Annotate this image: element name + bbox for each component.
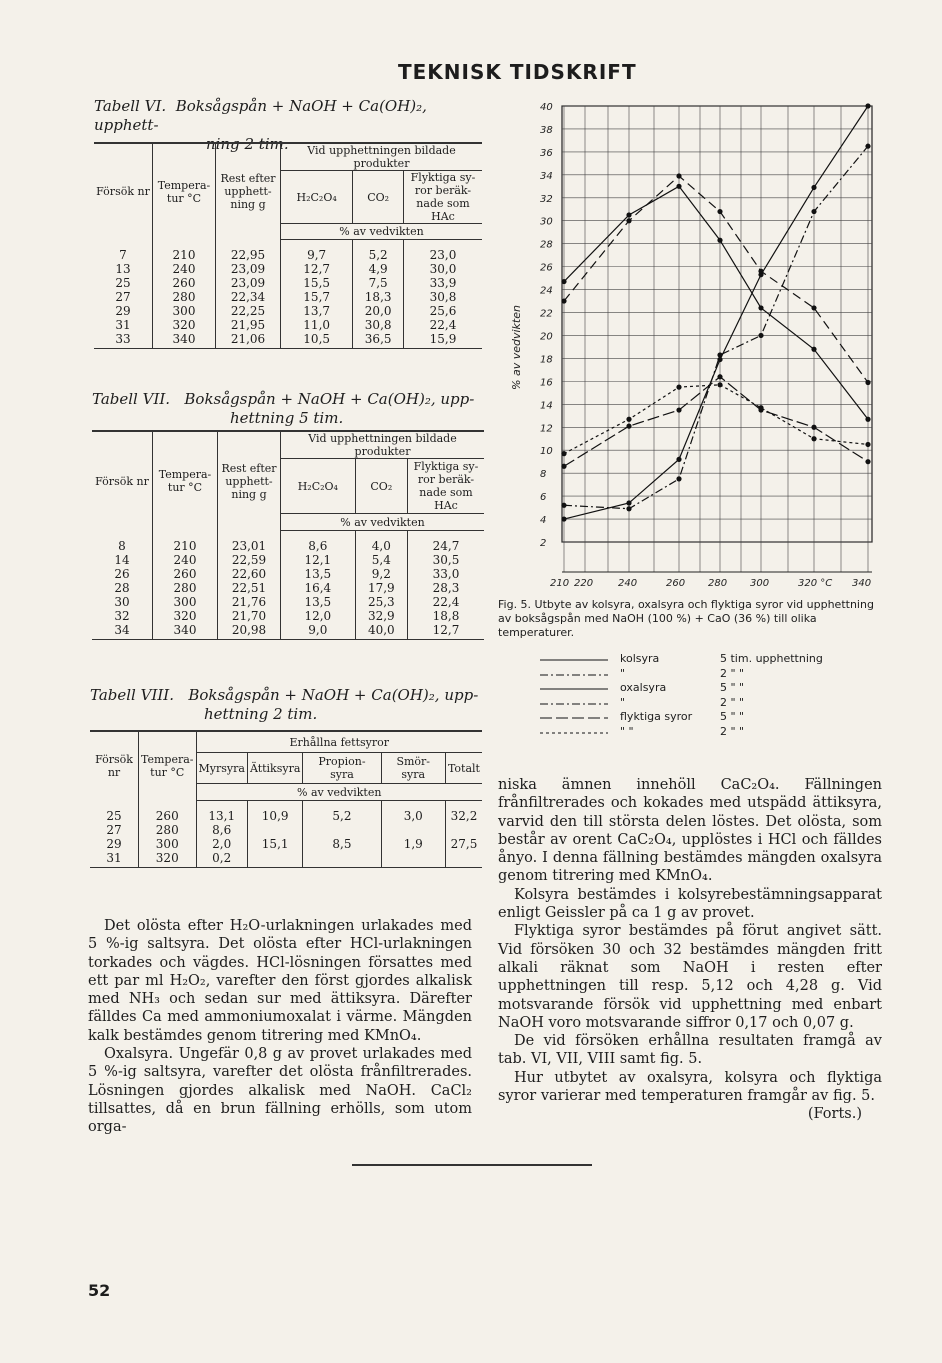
y-tick-label: 38 bbox=[540, 124, 553, 136]
table-cell: 8,6 bbox=[196, 823, 247, 837]
col-temp: Tempera- tur °C bbox=[139, 731, 197, 801]
table-cell: 22,34 bbox=[216, 290, 281, 304]
paragraph: De vid försöken erhållna resultaten framgå av tab. VI, VII, VIII samt fig. 5. bbox=[498, 1033, 882, 1068]
data-point bbox=[758, 333, 763, 338]
col-forsok: Försök nr bbox=[96, 185, 150, 199]
x-tick-label: 320 °C bbox=[798, 578, 833, 589]
table-cell: 4,9 bbox=[353, 262, 404, 276]
legend-time: 5 " " bbox=[720, 681, 745, 694]
legend-swatch bbox=[540, 669, 610, 681]
x-tick-label: 220 bbox=[574, 578, 594, 589]
table-cell: 260 bbox=[139, 801, 197, 824]
legend-swatch bbox=[540, 654, 610, 666]
table-row bbox=[94, 240, 482, 263]
table-cell: 33 bbox=[115, 332, 131, 346]
table-7-caption bbox=[92, 390, 484, 428]
data-point bbox=[626, 417, 631, 422]
col-forsok: Försök nr bbox=[95, 474, 149, 488]
figure-5-chart bbox=[496, 90, 896, 600]
table-cell: 22,95 bbox=[216, 240, 281, 263]
data-point bbox=[811, 347, 816, 352]
x-tick-label: 210 bbox=[550, 578, 570, 589]
y-axis-label: % av vedvikten bbox=[510, 305, 523, 390]
legend-item bbox=[540, 667, 850, 682]
col-unit: % av vedvikten bbox=[281, 514, 485, 531]
table-cell: 23,09 bbox=[216, 262, 281, 276]
legend-label: " bbox=[620, 695, 626, 709]
table-cell: 27,5 bbox=[445, 837, 482, 851]
legend-item bbox=[540, 681, 850, 696]
table-cell: 30,0 bbox=[404, 262, 483, 276]
data-point bbox=[811, 209, 816, 214]
left-column-text bbox=[88, 917, 472, 1137]
data-point bbox=[811, 305, 816, 310]
series-line bbox=[564, 377, 868, 466]
table-cell: 31 bbox=[106, 851, 122, 865]
data-point bbox=[626, 218, 631, 223]
data-point bbox=[676, 407, 681, 412]
table-6 bbox=[94, 142, 482, 349]
table-cell: 33,9 bbox=[404, 276, 483, 290]
col-myrsyra: Myrsyra bbox=[196, 753, 247, 784]
table-cell: 9,7 bbox=[281, 240, 353, 263]
data-point bbox=[626, 500, 631, 505]
legend-label: " bbox=[620, 666, 626, 680]
table-cell: 5,2 bbox=[303, 801, 381, 824]
table-cell: 10,5 bbox=[281, 332, 353, 349]
table-cell: 8 bbox=[118, 538, 126, 553]
table-cell: 32 bbox=[114, 609, 130, 623]
table-cell: 25 bbox=[115, 276, 131, 290]
legend-time: 5 tim. upphettning bbox=[720, 652, 823, 665]
col-flyktiga: Flyktiga sy- ror beräk- nade som HAc bbox=[404, 171, 483, 224]
col-group: Erhållna fettsyror bbox=[196, 731, 482, 753]
table-cell: 11,0 bbox=[281, 318, 353, 332]
data-point bbox=[561, 298, 566, 303]
table-cell: 300 bbox=[153, 304, 216, 318]
table-cell: 4,0 bbox=[355, 531, 407, 554]
end-rule bbox=[352, 1164, 592, 1166]
data-point bbox=[758, 269, 763, 274]
data-point bbox=[676, 385, 681, 390]
col-temp: Tempera- tur °C bbox=[153, 431, 218, 531]
table-cell: 5,2 bbox=[353, 240, 404, 263]
table-cell: 7,5 bbox=[353, 276, 404, 290]
data-point bbox=[676, 476, 681, 481]
paragraph: Hur utbytet av oxalsyra, kolsyra och flyktiga syror varierar med temperaturen framgår av fig. 5. bbox=[498, 1069, 882, 1105]
col-flyktiga: Flyktiga sy- ror beräk- nade som HAc bbox=[408, 459, 485, 514]
col-rest: Rest efter upphett- ning g bbox=[218, 431, 281, 531]
table-cell: 9,0 bbox=[281, 623, 356, 640]
table-cell: 33,0 bbox=[408, 567, 485, 581]
col-h2c2o4: H₂C₂O₄ bbox=[281, 171, 353, 224]
table-cell: 21,06 bbox=[216, 332, 281, 349]
table-row bbox=[94, 318, 482, 332]
table-cell: 27 bbox=[106, 823, 122, 837]
legend-label: oxalsyra bbox=[620, 681, 667, 694]
paragraph: Kolsyra bestämdes i kolsyrebestämningsapparat enligt Geissler på ca 1 g av provet. bbox=[498, 886, 882, 922]
y-tick-label: 14 bbox=[540, 400, 553, 412]
col-group: Vid upphettningen bildade produkter bbox=[281, 431, 485, 459]
table-cell: 8,6 bbox=[281, 531, 356, 554]
table-cell: 23,01 bbox=[218, 531, 281, 554]
col-co2: CO₂ bbox=[355, 459, 407, 514]
table-cell: 29 bbox=[115, 304, 131, 318]
table-cell: 30,5 bbox=[408, 553, 485, 567]
table-cell: 260 bbox=[153, 567, 218, 581]
col-unit: % av vedvikten bbox=[281, 224, 483, 240]
y-tick-label: 40 bbox=[540, 102, 553, 113]
table-cell: 36,5 bbox=[353, 332, 404, 349]
paragraph: niska ämnen innehöll CaC₂O₄. Fällningen frånfiltrerades och kokades med utspädd ättiksyra, varvid den till största delen löstes. Det olösta, som består av orent CaC₂O₄, upplöstes i HCl och fälldes ånyo. I denna fällning bestämdes mängden oxalsyra genom titrering med KMnO₄. bbox=[498, 777, 882, 885]
page-number: 52 bbox=[88, 1281, 111, 1300]
y-tick-label: 20 bbox=[540, 331, 553, 343]
table-8-label: Tabell VIII. bbox=[90, 686, 175, 704]
data-point bbox=[676, 184, 681, 189]
table-cell: 22,25 bbox=[216, 304, 281, 318]
x-tick-label: 340 bbox=[852, 578, 872, 589]
table-cell: 13 bbox=[115, 262, 131, 276]
series-line bbox=[564, 385, 868, 454]
table-cell: 20,0 bbox=[353, 304, 404, 318]
data-point bbox=[865, 144, 870, 149]
table-row bbox=[90, 801, 482, 824]
data-point bbox=[561, 464, 566, 469]
table-row bbox=[90, 851, 482, 868]
right-column-text bbox=[498, 776, 882, 1124]
y-tick-label: 16 bbox=[540, 377, 553, 389]
table-cell: 12,1 bbox=[281, 553, 356, 567]
table-cell: 23,09 bbox=[216, 276, 281, 290]
table-cell: 34 bbox=[114, 623, 130, 637]
data-point bbox=[758, 305, 763, 310]
table-cell: 9,2 bbox=[355, 567, 407, 581]
data-point bbox=[865, 442, 870, 447]
table-cell: 15,7 bbox=[281, 290, 353, 304]
table-cell: 28 bbox=[114, 581, 130, 595]
legend-swatch bbox=[540, 727, 610, 739]
table-row bbox=[92, 531, 484, 554]
col-attiksyra: Ättiksyra bbox=[247, 753, 302, 784]
legend-item bbox=[540, 725, 850, 740]
legend-time: 5 " " bbox=[720, 710, 745, 723]
table-cell: 10,9 bbox=[247, 801, 302, 824]
table-cell: 27 bbox=[115, 290, 131, 304]
y-tick-label: 22 bbox=[540, 308, 553, 320]
table-cell: 32,2 bbox=[445, 801, 482, 824]
table-cell: 22,4 bbox=[404, 318, 483, 332]
table-cell: 13,7 bbox=[281, 304, 353, 318]
col-totalt: Totalt bbox=[445, 753, 482, 784]
table-cell: 25,3 bbox=[355, 595, 407, 609]
data-point bbox=[676, 173, 681, 178]
table-cell: 240 bbox=[153, 262, 216, 276]
table-row bbox=[92, 567, 484, 581]
figure-legend bbox=[540, 652, 850, 739]
table-cell bbox=[303, 851, 381, 868]
table-cell: 15,5 bbox=[281, 276, 353, 290]
data-point bbox=[865, 417, 870, 422]
table-7-title: Boksågspån + NaOH + Ca(OH)₂, upp- bbox=[184, 390, 475, 408]
table-row bbox=[90, 837, 482, 851]
table-row bbox=[94, 290, 482, 304]
table-cell: 40,0 bbox=[355, 623, 407, 640]
data-point bbox=[717, 209, 722, 214]
table-cell: 18,8 bbox=[408, 609, 485, 623]
table-8 bbox=[90, 730, 482, 868]
legend-label: " " bbox=[620, 724, 634, 738]
data-point bbox=[561, 516, 566, 521]
series-line bbox=[564, 146, 868, 509]
table-cell: 3,0 bbox=[381, 801, 445, 824]
data-point bbox=[717, 238, 722, 243]
legend-swatch bbox=[540, 683, 610, 695]
data-point bbox=[811, 436, 816, 441]
table-6-title-cont: ning 2 tim. bbox=[206, 135, 289, 153]
table-cell: 240 bbox=[153, 553, 218, 567]
data-point bbox=[626, 506, 631, 511]
data-point bbox=[717, 352, 722, 357]
table-cell bbox=[381, 823, 445, 837]
legend-item bbox=[540, 652, 850, 667]
data-point bbox=[626, 424, 631, 429]
col-unit: % av vedvikten bbox=[196, 784, 482, 801]
table-cell: 17,9 bbox=[355, 581, 407, 595]
table-cell: 320 bbox=[153, 609, 218, 623]
table-cell: 12,7 bbox=[408, 623, 485, 640]
table-row bbox=[92, 609, 484, 623]
table-row bbox=[92, 623, 484, 640]
table-cell: 2,0 bbox=[196, 837, 247, 851]
table-cell bbox=[445, 823, 482, 837]
data-point bbox=[717, 374, 722, 379]
table-cell: 26 bbox=[114, 567, 130, 581]
table-row bbox=[90, 823, 482, 837]
table-cell: 300 bbox=[153, 595, 218, 609]
table-row bbox=[94, 276, 482, 290]
table-cell bbox=[247, 823, 302, 837]
legend-item bbox=[540, 696, 850, 711]
legend-label: kolsyra bbox=[620, 652, 660, 665]
y-tick-label: 26 bbox=[540, 262, 553, 274]
data-point bbox=[865, 103, 870, 108]
table-cell: 29 bbox=[106, 837, 122, 851]
table-cell: 22,4 bbox=[408, 595, 485, 609]
col-co2: CO₂ bbox=[353, 171, 404, 224]
legend-swatch bbox=[540, 712, 610, 724]
table-cell: 22,59 bbox=[218, 553, 281, 567]
paragraph: Flyktiga syror bestämdes på förut angivet sätt. Vid försöken 30 och 32 bestämdes mängden fritt alkali räknat som NaOH i resten efter upphettningen till resp. 5,12 och 4,28 g. Vid motsvarande försök vid upphettning med enbart NaOH voro motsvarande siffror 0,17 och 0,07 g. bbox=[498, 923, 882, 1031]
col-h2c2o4: H₂C₂O₄ bbox=[281, 459, 356, 514]
table-cell: 5,4 bbox=[355, 553, 407, 567]
col-forsok: Försök nr bbox=[95, 753, 133, 780]
y-tick-label: 36 bbox=[540, 147, 553, 159]
table-cell: 22,60 bbox=[218, 567, 281, 581]
legend-item bbox=[540, 710, 850, 725]
col-rest: Rest efter upphett- ning g bbox=[216, 143, 281, 240]
table-cell: 300 bbox=[139, 837, 197, 851]
table-cell: 210 bbox=[153, 240, 216, 263]
table-cell: 16,4 bbox=[281, 581, 356, 595]
table-cell bbox=[247, 851, 302, 868]
data-point bbox=[865, 380, 870, 385]
table-cell: 7 bbox=[119, 247, 127, 262]
continued-note: (Forts.) bbox=[807, 1106, 862, 1123]
table-cell: 21,95 bbox=[216, 318, 281, 332]
y-tick-label: 8 bbox=[540, 469, 547, 481]
y-tick-label: 18 bbox=[540, 354, 553, 366]
series-line bbox=[564, 176, 868, 383]
col-smorsyra: Smör- syra bbox=[381, 753, 445, 784]
y-tick-label: 34 bbox=[540, 170, 553, 182]
data-point bbox=[758, 405, 763, 410]
y-tick-label: 28 bbox=[540, 239, 553, 251]
y-tick-label: 24 bbox=[540, 285, 553, 297]
table-row bbox=[94, 304, 482, 318]
table-cell: 30 bbox=[114, 595, 130, 609]
data-point bbox=[561, 451, 566, 456]
table-row bbox=[94, 262, 482, 276]
legend-time: 2 " " bbox=[720, 695, 745, 709]
table-cell: 340 bbox=[153, 623, 218, 640]
table-cell: 22,51 bbox=[218, 581, 281, 595]
table-7 bbox=[92, 430, 484, 640]
data-point bbox=[811, 425, 816, 430]
table-cell: 20,98 bbox=[218, 623, 281, 640]
table-cell: 260 bbox=[153, 276, 216, 290]
col-group: Vid upphettningen bildade produkter bbox=[281, 143, 483, 171]
table-cell: 18,3 bbox=[353, 290, 404, 304]
table-7-title-cont: hettning 5 tim. bbox=[230, 409, 344, 427]
table-cell: 280 bbox=[139, 823, 197, 837]
data-point bbox=[811, 185, 816, 190]
table-cell: 31 bbox=[115, 318, 131, 332]
table-cell: 1,9 bbox=[381, 837, 445, 851]
table-cell: 12,7 bbox=[281, 262, 353, 276]
table-8-caption bbox=[90, 686, 485, 724]
table-cell: 23,0 bbox=[404, 240, 483, 263]
table-cell: 24,7 bbox=[408, 531, 485, 554]
table-cell: 210 bbox=[153, 531, 218, 554]
data-point bbox=[561, 503, 566, 508]
y-tick-label: 32 bbox=[540, 193, 553, 205]
table-row bbox=[92, 581, 484, 595]
y-tick-label: 2 bbox=[540, 538, 547, 549]
data-point bbox=[676, 457, 681, 462]
table-cell: 15,9 bbox=[404, 332, 483, 349]
paragraph: Oxalsyra. Ungefär 0,8 g av provet urlakades med 5 %-ig saltsyra, varefter det olösta frånfiltrerades. Lösningen gjordes alkalisk med NaOH. CaCl₂ tillsattes, då en brun fällning erhölls, som utom orga- bbox=[88, 1046, 472, 1136]
table-cell: 8,5 bbox=[303, 837, 381, 851]
col-temp: Tempera- tur °C bbox=[153, 143, 216, 240]
table-6-title: Boksågspån + NaOH + Ca(OH)₂, upphett- bbox=[94, 97, 427, 134]
legend-swatch bbox=[540, 698, 610, 710]
data-point bbox=[717, 382, 722, 387]
table-cell: 32,9 bbox=[355, 609, 407, 623]
table-cell: 0,2 bbox=[196, 851, 247, 868]
table-row bbox=[92, 595, 484, 609]
table-cell: 21,76 bbox=[218, 595, 281, 609]
table-cell: 280 bbox=[153, 290, 216, 304]
table-cell: 280 bbox=[153, 581, 218, 595]
col-propionsyra: Propion- syra bbox=[303, 753, 381, 784]
table-cell: 25,6 bbox=[404, 304, 483, 318]
table-cell: 320 bbox=[139, 851, 197, 868]
table-cell: 320 bbox=[153, 318, 216, 332]
table-cell: 30,8 bbox=[404, 290, 483, 304]
table-cell: 25 bbox=[106, 808, 122, 823]
table-cell: 15,1 bbox=[247, 837, 302, 851]
table-cell: 13,5 bbox=[281, 595, 356, 609]
table-cell: 13,5 bbox=[281, 567, 356, 581]
x-tick-label: 280 bbox=[708, 578, 728, 589]
y-tick-label: 10 bbox=[540, 446, 553, 458]
y-tick-label: 30 bbox=[540, 216, 553, 228]
x-tick-label: 300 bbox=[750, 578, 770, 589]
table-row bbox=[92, 553, 484, 567]
legend-time: 2 " " bbox=[720, 724, 745, 738]
table-6-label: Tabell VI. bbox=[94, 97, 167, 115]
table-cell: 28,3 bbox=[408, 581, 485, 595]
table-8-title-cont: hettning 2 tim. bbox=[204, 705, 318, 723]
table-cell: 30,8 bbox=[353, 318, 404, 332]
y-tick-label: 6 bbox=[540, 492, 547, 504]
x-tick-label: 240 bbox=[618, 578, 638, 589]
journal-header: TEKNISK TIDSKRIFT bbox=[398, 60, 637, 84]
data-point bbox=[626, 212, 631, 217]
table-cell: 13,1 bbox=[196, 801, 247, 824]
paragraph: Det olösta efter H₂O-urlakningen urlakades med 5 %-ig saltsyra. Det olösta efter HCl-urlakningen torkades och vägdes. HCl-lösningen försattes med ett par ml H₂O₂, varefter den först gjordes alkalisk med NH₃ och sedan sur med ättiksyra. Därefter fälldes Ca med ammoniumoxalat i värme. Mängden kalk bestämdes genom titrering med KMnO₄. bbox=[88, 918, 472, 1044]
legend-label: flyktiga syror bbox=[620, 710, 693, 723]
legend-time: 2 " " bbox=[720, 666, 745, 680]
data-point bbox=[561, 279, 566, 284]
table-8-title: Boksågspån + NaOH + Ca(OH)₂, upp- bbox=[188, 686, 479, 704]
table-cell: 21,70 bbox=[218, 609, 281, 623]
table-cell: 340 bbox=[153, 332, 216, 349]
table-cell bbox=[381, 851, 445, 868]
x-tick-label: 260 bbox=[666, 578, 686, 589]
table-7-label: Tabell VII. bbox=[92, 390, 171, 408]
table-cell: 14 bbox=[114, 553, 130, 567]
table-cell bbox=[445, 851, 482, 868]
table-row bbox=[94, 332, 482, 349]
table-cell: 12,0 bbox=[281, 609, 356, 623]
data-point bbox=[865, 459, 870, 464]
y-tick-label: 12 bbox=[540, 423, 553, 435]
table-cell bbox=[303, 823, 381, 837]
y-tick-label: 4 bbox=[540, 515, 547, 527]
figure-caption: Fig. 5. Utbyte av kolsyra, oxalsyra och flyktiga syror vid upphettning av boksågspån med NaOH (100 %) + CaO (36 %) till olika temperaturer. bbox=[498, 598, 874, 639]
series-line bbox=[564, 186, 868, 419]
